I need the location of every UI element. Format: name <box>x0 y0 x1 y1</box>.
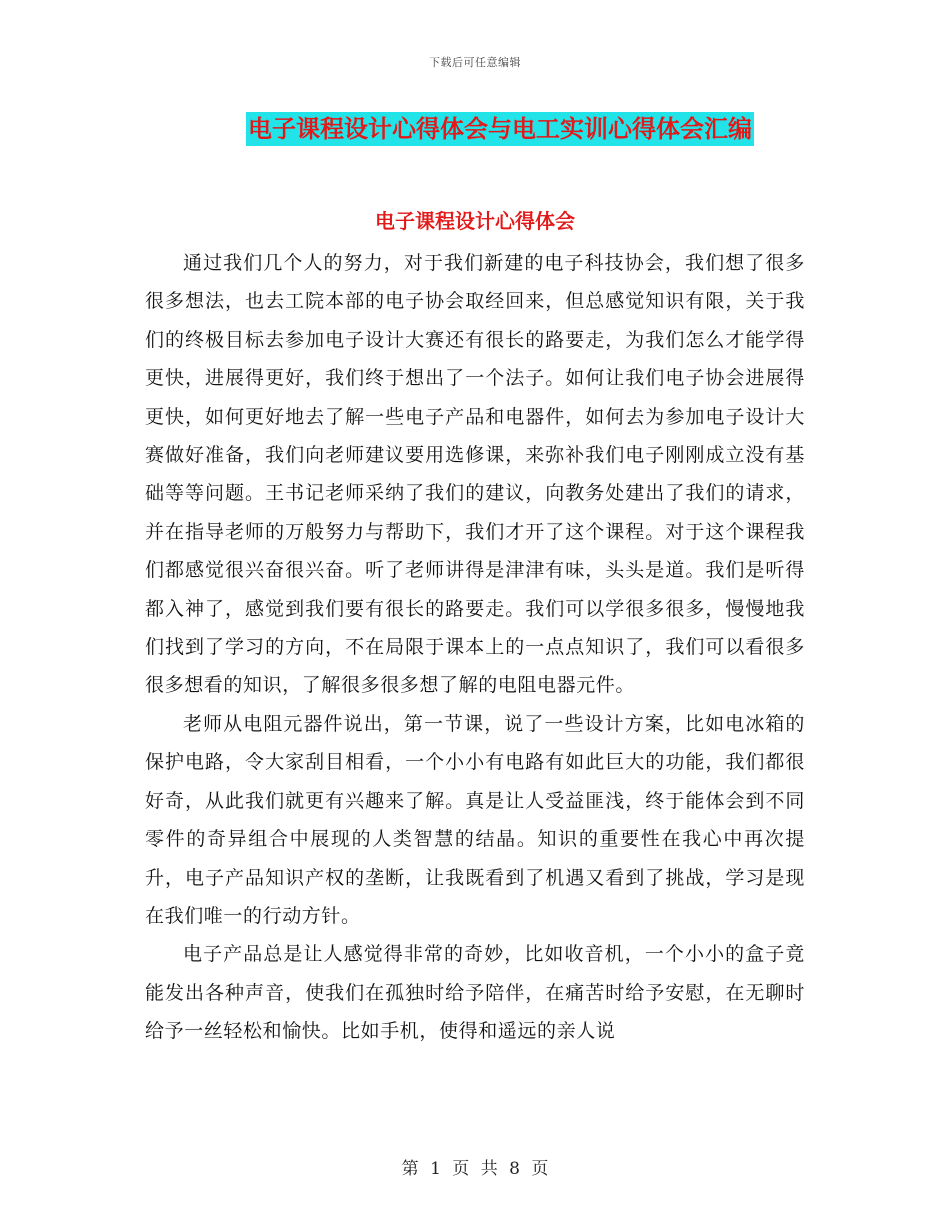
document-title-container <box>0 112 950 146</box>
page-number-footer: 第 1 页 共 8 页 <box>401 1159 549 1179</box>
section-title: 电子课程设计心得体会 <box>375 209 575 233</box>
page-header-note: 下载后可任意编辑 <box>429 56 521 69</box>
document-body <box>145 244 805 1051</box>
document-title: 电子课程设计心得体会与电工实训心得体会汇编 <box>246 112 754 146</box>
paragraph-3: 电子产品总是让人感觉得非常的奇妙，比如收音机，一个小小的盒子竟能发出各种声音，使我们在孤独时给予陪伴，在痛苦时给予安慰，在无聊时给予一丝轻松和愉快。比如手机，使得和遥远的亲人说 <box>145 943 805 1043</box>
paragraph-2: 老师从电阻元器件说出，第一节课，说了一些设计方案，比如电冰箱的保护电路，令大家刮目相看，一个小小有电路有如此巨大的功能，我们都很好奇，从此我们就更有兴趣来了解。真是让人受益匪浅，终于能体会到不同零件的奇异组合中展现的人类智慧的结晶。知识的重要性在我心中再次提升，电子产品知识产权的垄断，让我既看到了机遇又看到了挑战，学习是现在我们唯一的行动方针。 <box>145 712 805 927</box>
paragraph-1: 通过我们几个人的努力，对于我们新建的电子科技协会，我们想了很多很多想法，也去工院本部的电子协会取经回来，但总感觉知识有限，关于我们的终极目标去参加电子设计大赛还有很长的路要走，为我们怎么才能学得更快，进展得更好，我们终于想出了一个法子。如何让我们电子协会进展得更快，如何更好地去了解一些电子产品和电器件，如何去为参加电子设计大赛做好准备，我们向老师建议要用选修课，来弥补我们电子刚刚成立没有基础等等问题。王书记老师采纳了我们的建议，向教务处建出了我们的请求，并在指导老师的万般努力与帮助下，我们才开了这个课程。对于这个课程我们都感觉很兴奋很兴奋。听了老师讲得是津津有味，头头是道。我们是听得都入神了，感觉到我们要有很长的路要走。我们可以学很多很多，慢慢地我们找到了学习的方向，不在局限于课本上的一点点知识了，我们可以看很多很多想看的知识，了解很多很多想了解的电阻电器元件。 <box>145 252 805 697</box>
